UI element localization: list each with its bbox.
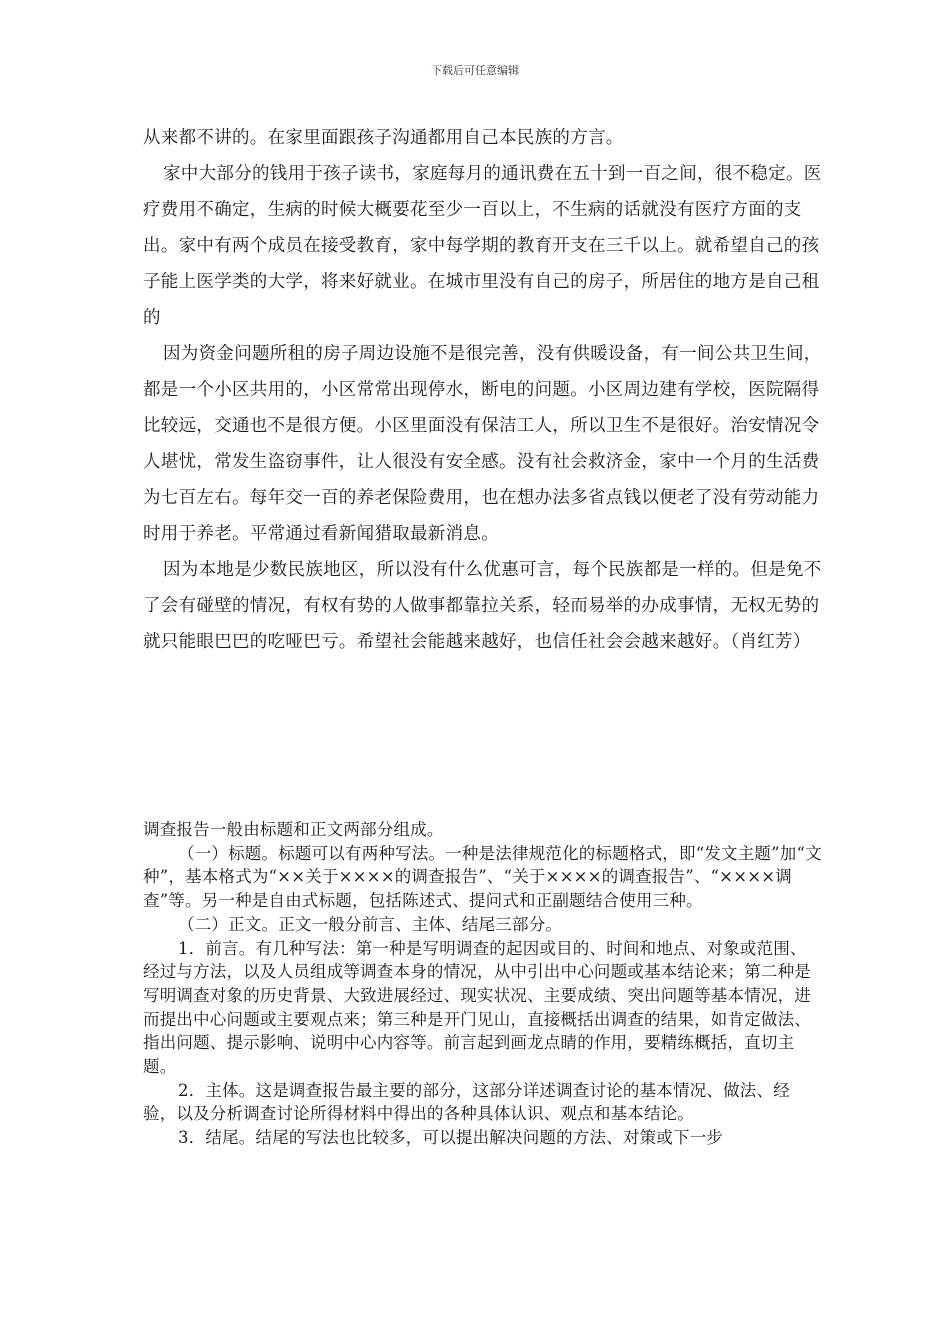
paragraph: 因为本地是少数民族地区，所以没有什么优惠可言，每个民族都是一样的。但是免不了会有碰壁的情况，有权有势的人做事都靠拉关系，轻而易举的办成事情，无权无势的就只能眼巴巴的吃哑巴亏。希望社会能越来越好，也信任社会会越来越好。（肖红芳） [143,560,822,652]
page-header: 下载后可任意编辑 [431,64,519,77]
paragraph: （一）标题。标题可以有两种写法。一种是法律规范化的标题格式，即“发文主题”加“文种”，基本格式为“××关于××××的调查报告”、“关于××××的调查报告”、“××××调查”等。另一种是自由式标题，包括陈述式、提问式和正副题结合使用三种。 [143,843,822,911]
paragraph: 从来都不讲的。在家里面跟孩子沟通都用自己本民族的方言。 [143,128,624,148]
paragraph: （二）正文。正文一般分前言、主体、结尾三部分。 [178,914,563,934]
interview-section [143,120,823,660]
report-guide-section [143,818,823,1150]
paragraph: 调查报告一般由标题和正文两部分组成。 [143,820,444,839]
paragraph: 因为资金问题所租的房子周边设施不是很完善，没有供暖设备，有一间公共卫生间，都是一个小区共用的，小区常常出现停水，断电的问题。小区周边建有学校，医院隔得比较远，交通也不是很方便。小区里面没有保洁工人，所以卫生不是很好。治安情况令人堪忧，常发生盗窃事件，让人很没有安全感。没有社会救济金，家中一个月的生活费为七百左右。每年交一百的养老保险费用，也在想办法多省点钱以便老了没有劳动能力时用于养老。平常通过看新闻猎取最新消息。 [143,344,822,544]
paragraph: 家中大部分的钱用于孩子读书，家庭每月的通讯费在五十到一百之间，很不稳定。医疗费用不确定，生病的时候大概要花至少一百以上，不生病的话就没有医疗方面的支出。家中有两个成员在接受教育，家中每学期的教育开支在三千以上。就希望自己的孩子能上医学类的大学，将来好就业。在城市里没有自己的房子，所居住的地方是自己租的 [143,164,822,328]
paragraph: 3．结尾。结尾的写法也比较多，可以提出解决问题的方法、对策或下一步 [178,1128,724,1148]
paragraph: 1．前言。有几种写法：第一种是写明调查的起因或目的、时间和地点、对象或范围、经过与方法，以及人员组成等调查本身的情况，从中引出中心问题或基本结论来；第二种是写明调查对象的历史背景、大致进展经过、现实状况、主要成绩、突出问题等基本情况，进而提出中心问题或主要观点来；第三种是开门见山，直接概括出调查的结果，如肯定做法、指出问题、提示影响、说明中心内容等。前言起到画龙点睛的作用，要精练概括，直切主题。 [143,938,811,1077]
paragraph: 2．主体。这是调查报告最主要的部分，这部分详述调查讨论的基本情况、做法、经验，以及分析调查讨论所得材料中得出的各种具体认识、观点和基本结论。 [143,1080,790,1124]
